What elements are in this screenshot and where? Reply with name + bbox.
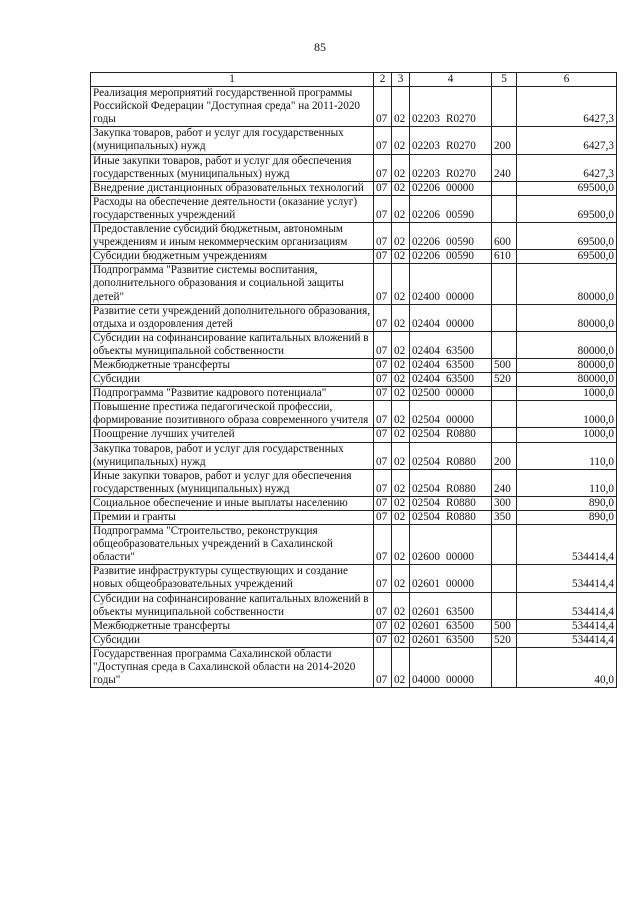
row-target-article bbox=[410, 250, 492, 264]
row-subsection: 02 bbox=[392, 127, 410, 154]
row-target-article bbox=[410, 525, 492, 565]
row-section: 07 bbox=[374, 592, 392, 619]
table-row bbox=[91, 442, 617, 469]
row-section: 07 bbox=[374, 511, 392, 525]
row-name: Реализация мероприятий государственной программы Российской Федерации "Доступная среда" на 2011-2020 годы bbox=[91, 87, 374, 127]
row-subsection: 02 bbox=[392, 331, 410, 358]
row-subsection: 02 bbox=[392, 647, 410, 687]
row-program-code: 02203 bbox=[412, 113, 440, 126]
row-target-article bbox=[410, 264, 492, 304]
row-amount: 69500,0 bbox=[517, 195, 617, 222]
row-program-code: 02404 bbox=[412, 358, 440, 371]
row-target-article bbox=[410, 401, 492, 428]
row-program-code: 02504 bbox=[412, 455, 440, 468]
table-row bbox=[91, 87, 617, 127]
row-expense-type: 240 bbox=[492, 154, 517, 181]
row-expense-type: 350 bbox=[492, 511, 517, 525]
row-program-code: 02504 bbox=[412, 482, 440, 495]
page-number: 85 bbox=[314, 40, 326, 54]
row-section: 07 bbox=[374, 331, 392, 358]
row-direction-code: 63500 bbox=[446, 633, 474, 646]
row-name: Субсидии на софинансирование капитальных вложений в объекты муниципальной собственности bbox=[91, 331, 374, 358]
row-amount: 1000,0 bbox=[517, 387, 617, 401]
row-direction-code: 00000 bbox=[446, 290, 474, 303]
row-name: Социальное обеспечение и иные выплаты населению bbox=[91, 496, 374, 510]
row-target-article bbox=[410, 428, 492, 442]
row-direction-code: 00000 bbox=[446, 181, 474, 194]
header-subsection: 3 bbox=[392, 73, 410, 87]
table-row bbox=[91, 428, 617, 442]
row-target-article bbox=[410, 181, 492, 195]
row-direction-code: R0270 bbox=[446, 113, 476, 126]
table-row bbox=[91, 619, 617, 633]
row-expense-type bbox=[492, 87, 517, 127]
row-section: 07 bbox=[374, 496, 392, 510]
row-amount: 110,0 bbox=[517, 442, 617, 469]
row-amount: 1000,0 bbox=[517, 401, 617, 428]
row-direction-code: 00590 bbox=[446, 236, 474, 249]
row-amount: 80000,0 bbox=[517, 264, 617, 304]
row-name: Закупка товаров, работ и услуг для государственных (муниципальных) нужд bbox=[91, 127, 374, 154]
row-target-article bbox=[410, 358, 492, 372]
row-expense-type bbox=[492, 647, 517, 687]
row-program-code: 02206 bbox=[412, 208, 440, 221]
row-expense-type bbox=[492, 428, 517, 442]
row-subsection: 02 bbox=[392, 387, 410, 401]
row-program-code: 02601 bbox=[412, 578, 440, 591]
header-name: 1 bbox=[91, 73, 374, 87]
row-section: 07 bbox=[374, 181, 392, 195]
header-amount: 6 bbox=[517, 73, 617, 87]
row-program-code: 02404 bbox=[412, 373, 440, 386]
table-row bbox=[91, 525, 617, 565]
row-name: Закупка товаров, работ и услуг для государственных (муниципальных) нужд bbox=[91, 442, 374, 469]
row-target-article bbox=[410, 127, 492, 154]
row-name: Повышение престижа педагогической профессии, формирование позитивного образа современного учителя bbox=[91, 401, 374, 428]
row-direction-code: R0880 bbox=[446, 455, 476, 468]
budget-table bbox=[90, 72, 617, 688]
row-direction-code: R0880 bbox=[446, 496, 476, 509]
row-expense-type bbox=[492, 331, 517, 358]
row-program-code: 02601 bbox=[412, 619, 440, 632]
row-direction-code: 00590 bbox=[446, 250, 474, 263]
row-direction-code: R0880 bbox=[446, 482, 476, 495]
row-subsection: 02 bbox=[392, 223, 410, 250]
row-program-code: 02404 bbox=[412, 344, 440, 357]
row-subsection: 02 bbox=[392, 619, 410, 633]
row-target-article bbox=[410, 195, 492, 222]
row-amount: 80000,0 bbox=[517, 304, 617, 331]
row-direction-code: 00000 bbox=[446, 578, 474, 591]
row-amount: 6427,3 bbox=[517, 154, 617, 181]
table-row bbox=[91, 264, 617, 304]
table-row bbox=[91, 373, 617, 387]
table-row bbox=[91, 633, 617, 647]
row-amount: 1000,0 bbox=[517, 428, 617, 442]
row-expense-type: 500 bbox=[492, 358, 517, 372]
row-section: 07 bbox=[374, 442, 392, 469]
row-section: 07 bbox=[374, 304, 392, 331]
row-name: Субсидии бюджетным учреждениям bbox=[91, 250, 374, 264]
row-amount: 40,0 bbox=[517, 647, 617, 687]
row-expense-type bbox=[492, 401, 517, 428]
table-row bbox=[91, 511, 617, 525]
row-section: 07 bbox=[374, 387, 392, 401]
row-expense-type bbox=[492, 181, 517, 195]
row-subsection: 02 bbox=[392, 496, 410, 510]
row-subsection: 02 bbox=[392, 264, 410, 304]
row-direction-code: 00000 bbox=[446, 317, 474, 330]
table-row bbox=[91, 592, 617, 619]
row-name: Подпрограмма "Развитие кадрового потенциала" bbox=[91, 387, 374, 401]
table-row bbox=[91, 565, 617, 592]
row-target-article bbox=[410, 223, 492, 250]
row-name: Расходы на обеспечение деятельности (оказание услуг) государственных учреждений bbox=[91, 195, 374, 222]
row-section: 07 bbox=[374, 264, 392, 304]
row-name: Субсидии bbox=[91, 633, 374, 647]
row-program-code: 02206 bbox=[412, 236, 440, 249]
header-target-article: 4 bbox=[410, 73, 492, 87]
row-direction-code: 63500 bbox=[446, 605, 474, 618]
row-amount: 6427,3 bbox=[517, 127, 617, 154]
row-subsection: 02 bbox=[392, 565, 410, 592]
row-section: 07 bbox=[374, 633, 392, 647]
row-expense-type bbox=[492, 525, 517, 565]
row-name: Субсидии на софинансирование капитальных вложений в объекты муниципальной собственности bbox=[91, 592, 374, 619]
row-expense-type: 240 bbox=[492, 469, 517, 496]
row-expense-type: 600 bbox=[492, 223, 517, 250]
row-amount: 69500,0 bbox=[517, 223, 617, 250]
row-section: 07 bbox=[374, 428, 392, 442]
row-target-article bbox=[410, 647, 492, 687]
row-subsection: 02 bbox=[392, 511, 410, 525]
row-expense-type bbox=[492, 592, 517, 619]
row-amount: 890,0 bbox=[517, 496, 617, 510]
row-amount: 534414,4 bbox=[517, 525, 617, 565]
row-target-article bbox=[410, 592, 492, 619]
row-subsection: 02 bbox=[392, 154, 410, 181]
row-amount: 110,0 bbox=[517, 469, 617, 496]
row-expense-type bbox=[492, 195, 517, 222]
row-amount: 534414,4 bbox=[517, 592, 617, 619]
row-subsection: 02 bbox=[392, 87, 410, 127]
table-row bbox=[91, 304, 617, 331]
table-row bbox=[91, 496, 617, 510]
row-subsection: 02 bbox=[392, 633, 410, 647]
row-program-code: 02601 bbox=[412, 605, 440, 618]
row-amount: 534414,4 bbox=[517, 633, 617, 647]
row-expense-type: 610 bbox=[492, 250, 517, 264]
row-amount: 80000,0 bbox=[517, 373, 617, 387]
row-direction-code: 63500 bbox=[446, 619, 474, 632]
row-direction-code: R0270 bbox=[446, 167, 476, 180]
row-program-code: 02504 bbox=[412, 511, 440, 523]
table-row bbox=[91, 250, 617, 264]
row-program-code: 02600 bbox=[412, 551, 440, 564]
table-row bbox=[91, 223, 617, 250]
header-expense-type: 5 bbox=[492, 73, 517, 87]
row-section: 07 bbox=[374, 619, 392, 633]
row-amount: 890,0 bbox=[517, 511, 617, 525]
row-target-article bbox=[410, 331, 492, 358]
row-expense-type: 200 bbox=[492, 127, 517, 154]
row-target-article bbox=[410, 304, 492, 331]
row-expense-type bbox=[492, 264, 517, 304]
row-amount: 534414,4 bbox=[517, 565, 617, 592]
row-section: 07 bbox=[374, 647, 392, 687]
row-target-article bbox=[410, 442, 492, 469]
row-section: 07 bbox=[374, 401, 392, 428]
row-section: 07 bbox=[374, 358, 392, 372]
row-program-code: 02504 bbox=[412, 428, 440, 441]
row-program-code: 02504 bbox=[412, 496, 440, 509]
row-direction-code: 00000 bbox=[446, 387, 474, 400]
row-program-code: 02206 bbox=[412, 250, 440, 263]
row-subsection: 02 bbox=[392, 304, 410, 331]
row-target-article bbox=[410, 496, 492, 510]
row-expense-type bbox=[492, 387, 517, 401]
row-name: Межбюджетные трансферты bbox=[91, 619, 374, 633]
row-section: 07 bbox=[374, 195, 392, 222]
row-name: Поощрение лучших учителей bbox=[91, 428, 374, 442]
row-direction-code: 63500 bbox=[446, 373, 474, 386]
header-row bbox=[91, 73, 617, 87]
row-name: Иные закупки товаров, работ и услуг для обеспечения государственных (муниципальных) нужд bbox=[91, 154, 374, 181]
table-row bbox=[91, 401, 617, 428]
row-direction-code: 63500 bbox=[446, 358, 474, 371]
row-name: Внедрение дистанционных образовательных технологий bbox=[91, 181, 374, 195]
row-amount: 6427,3 bbox=[517, 87, 617, 127]
row-amount: 80000,0 bbox=[517, 358, 617, 372]
row-direction-code: 00000 bbox=[446, 674, 474, 687]
row-direction-code: R0880 bbox=[446, 511, 476, 523]
row-target-article bbox=[410, 633, 492, 647]
row-expense-type: 520 bbox=[492, 373, 517, 387]
row-section: 07 bbox=[374, 525, 392, 565]
row-section: 07 bbox=[374, 250, 392, 264]
row-target-article bbox=[410, 373, 492, 387]
row-expense-type bbox=[492, 304, 517, 331]
row-program-code: 02203 bbox=[412, 140, 440, 153]
row-target-article bbox=[410, 565, 492, 592]
row-name: Государственная программа Сахалинской области "Доступная среда в Сахалинской области на 2014-2020 годы" bbox=[91, 647, 374, 687]
table-row bbox=[91, 647, 617, 687]
row-amount: 69500,0 bbox=[517, 181, 617, 195]
table-row bbox=[91, 181, 617, 195]
row-program-code: 02206 bbox=[412, 181, 440, 194]
table-row bbox=[91, 127, 617, 154]
row-section: 07 bbox=[374, 223, 392, 250]
table-row bbox=[91, 154, 617, 181]
table-row bbox=[91, 469, 617, 496]
row-subsection: 02 bbox=[392, 401, 410, 428]
row-direction-code: 00000 bbox=[446, 414, 474, 427]
row-amount: 80000,0 bbox=[517, 331, 617, 358]
row-target-article bbox=[410, 387, 492, 401]
row-section: 07 bbox=[374, 565, 392, 592]
row-direction-code: R0270 bbox=[446, 140, 476, 153]
row-direction-code: 00000 bbox=[446, 551, 474, 564]
table-row bbox=[91, 195, 617, 222]
row-name: Подпрограмма "Строительство, реконструкция общеобразовательных учреждений в Сахалинской области" bbox=[91, 525, 374, 565]
row-section: 07 bbox=[374, 469, 392, 496]
row-name: Премии и гранты bbox=[91, 511, 374, 525]
row-name: Подпрограмма "Развитие системы воспитания, дополнительного образования и социальной защиты детей" bbox=[91, 264, 374, 304]
row-name: Предоставление субсидий бюджетным, автономным учреждениям и иным некоммерческим организациям bbox=[91, 223, 374, 250]
table-row bbox=[91, 358, 617, 372]
row-expense-type: 200 bbox=[492, 442, 517, 469]
table-row bbox=[91, 387, 617, 401]
row-program-code: 02500 bbox=[412, 387, 440, 400]
row-section: 07 bbox=[374, 154, 392, 181]
row-subsection: 02 bbox=[392, 181, 410, 195]
row-name: Развитие сети учреждений дополнительного образования, отдыха и оздоровления детей bbox=[91, 304, 374, 331]
row-direction-code: 63500 bbox=[446, 344, 474, 357]
row-program-code: 02504 bbox=[412, 414, 440, 427]
row-section: 07 bbox=[374, 373, 392, 387]
row-name: Межбюджетные трансферты bbox=[91, 358, 374, 372]
row-program-code: 02203 bbox=[412, 167, 440, 180]
table-row bbox=[91, 331, 617, 358]
row-subsection: 02 bbox=[392, 195, 410, 222]
row-target-article bbox=[410, 469, 492, 496]
row-target-article bbox=[410, 619, 492, 633]
row-target-article bbox=[410, 87, 492, 127]
row-subsection: 02 bbox=[392, 469, 410, 496]
row-program-code: 02601 bbox=[412, 633, 440, 646]
row-program-code: 02404 bbox=[412, 317, 440, 330]
row-expense-type: 520 bbox=[492, 633, 517, 647]
row-program-code: 02400 bbox=[412, 290, 440, 303]
header-section: 2 bbox=[374, 73, 392, 87]
row-subsection: 02 bbox=[392, 250, 410, 264]
row-expense-type: 300 bbox=[492, 496, 517, 510]
row-program-code: 04000 bbox=[412, 674, 440, 687]
row-direction-code: R0880 bbox=[446, 428, 476, 441]
row-target-article bbox=[410, 511, 492, 525]
row-section: 07 bbox=[374, 127, 392, 154]
row-amount: 69500,0 bbox=[517, 250, 617, 264]
row-subsection: 02 bbox=[392, 592, 410, 619]
row-amount: 534414,4 bbox=[517, 619, 617, 633]
row-subsection: 02 bbox=[392, 428, 410, 442]
row-expense-type bbox=[492, 565, 517, 592]
row-target-article bbox=[410, 154, 492, 181]
row-name: Субсидии bbox=[91, 373, 374, 387]
row-direction-code: 00590 bbox=[446, 208, 474, 221]
row-name: Иные закупки товаров, работ и услуг для обеспечения государственных (муниципальных) нужд bbox=[91, 469, 374, 496]
row-subsection: 02 bbox=[392, 525, 410, 565]
row-subsection: 02 bbox=[392, 442, 410, 469]
row-subsection: 02 bbox=[392, 373, 410, 387]
row-name: Развитие инфраструктуры существующих и создание новых общеобразовательных учреждений bbox=[91, 565, 374, 592]
row-subsection: 02 bbox=[392, 358, 410, 372]
row-expense-type: 500 bbox=[492, 619, 517, 633]
row-section: 07 bbox=[374, 87, 392, 127]
